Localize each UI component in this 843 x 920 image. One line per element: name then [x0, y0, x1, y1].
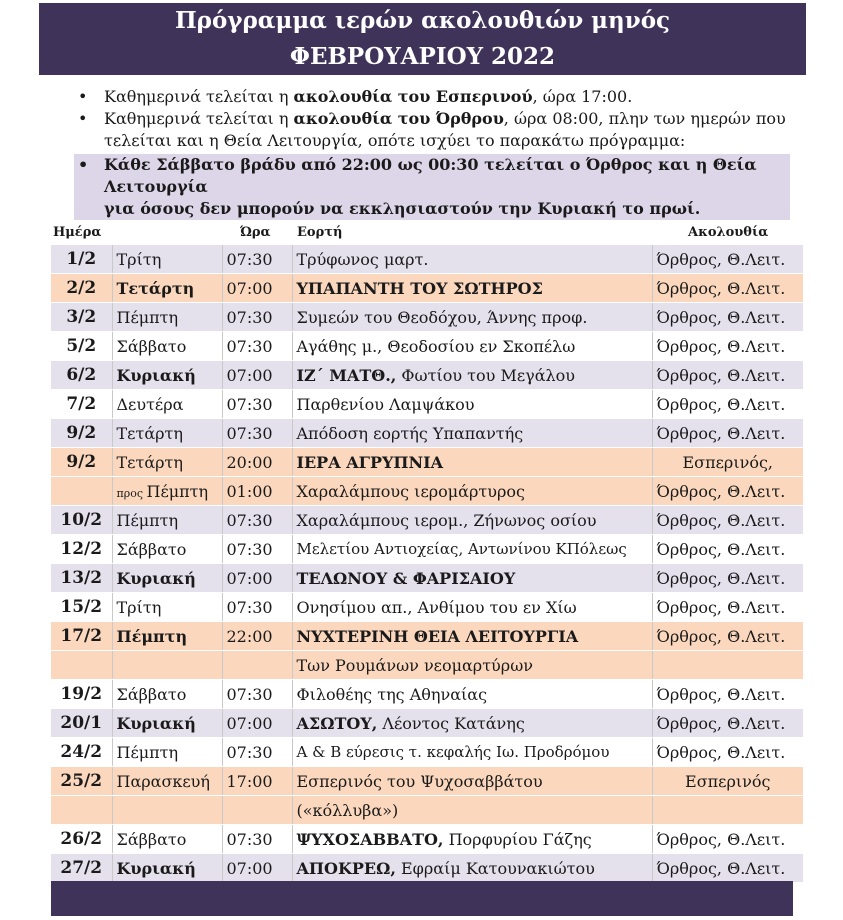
- row-service: Όρθρος, Θ.Λειτ.: [652, 854, 803, 883]
- notes-list: [78, 86, 798, 220]
- row-date: 27/2: [51, 854, 112, 883]
- row-feast: [292, 709, 652, 738]
- note-text: , ώρα 17:00.: [532, 87, 633, 106]
- row-time: 07:30: [222, 593, 292, 622]
- row-weekday: Πέμπτη: [112, 738, 222, 767]
- feast-text: Χαραλάμπους ιερομάρτυρος: [296, 481, 525, 501]
- feast-text: Των Ρουμάνων νεομαρτύρων: [296, 655, 533, 675]
- feast-text: Ονησίμου απ., Ανθίμου του εν Χίω: [296, 597, 577, 617]
- table-row: [51, 825, 803, 854]
- row-feast: [292, 245, 652, 274]
- row-date: [51, 796, 112, 825]
- row-weekday: Πέμπτη: [112, 303, 222, 332]
- row-service: Όρθρος, Θ.Λειτ.: [652, 506, 803, 535]
- row-date: 12/2: [51, 535, 112, 564]
- row-feast: [292, 274, 652, 303]
- row-feast: [292, 738, 652, 767]
- row-weekday: [112, 651, 222, 680]
- note-text: Κάθε Σάββατο βράδυ από 22:00 ως 00:30 τελείται ο Όρθρος και η Θεία Λειτουργία: [104, 155, 757, 196]
- feast-bold: ΑΠΟΚΡΕΩ,: [296, 858, 396, 878]
- row-feast: [292, 564, 652, 593]
- table-row: [51, 622, 803, 651]
- note-vespers: [78, 86, 798, 108]
- row-weekday: Σάββατο: [112, 825, 222, 854]
- row-feast: [292, 390, 652, 419]
- table-row: [51, 738, 803, 767]
- table-row: [51, 390, 803, 419]
- table-row: [51, 477, 803, 506]
- row-service: Όρθρος, Θ.Λειτ.: [652, 593, 803, 622]
- row-time: 07:30: [222, 332, 292, 361]
- row-service: Όρθρος, Θ.Λειτ.: [652, 622, 803, 651]
- table-row: [51, 593, 803, 622]
- row-feast: [292, 796, 652, 825]
- table-row: [51, 245, 803, 274]
- row-weekday: Πέμπτη: [112, 506, 222, 535]
- feast-text: («κόλλυβα»): [296, 800, 399, 820]
- row-weekday: Σάββατο: [112, 332, 222, 361]
- feast-text: Φωτίου του Μεγάλου: [396, 365, 575, 385]
- row-feast: [292, 767, 652, 796]
- table-row: [51, 274, 803, 303]
- note-bold: ακολουθία του Εσπερινού: [293, 87, 533, 106]
- row-time: 07:30: [222, 303, 292, 332]
- row-service: Όρθρος, Θ.Λειτ.: [652, 535, 803, 564]
- row-weekday: Τετάρτη: [112, 419, 222, 448]
- row-feast: [292, 651, 652, 680]
- row-time: 20:00: [222, 448, 292, 477]
- row-time: 07:00: [222, 274, 292, 303]
- row-service: [652, 796, 803, 825]
- feast-text: Μελετίου Αντιοχείας, Αντωνίνου ΚΠόλεως: [296, 540, 627, 558]
- row-feast: [292, 535, 652, 564]
- row-time: 07:30: [222, 535, 292, 564]
- feast-text: Αγάθης μ., Θεοδοσίου εν Σκοπέλω: [296, 336, 576, 356]
- note-text: τελείται και η Θεία Λειτουργία, οπότε ισχύει το παρακάτω πρόγραμμα:: [104, 131, 686, 150]
- row-time: 07:30: [222, 506, 292, 535]
- feast-bold: ΤΕΛΩΝΟΥ & ΦΑΡΙΣΑΙΟΥ: [296, 568, 516, 588]
- feast-text: Τρύφωνος μαρτ.: [296, 249, 429, 269]
- row-date: 26/2: [51, 825, 112, 854]
- table-row: [51, 854, 803, 883]
- table-row: [51, 535, 803, 564]
- row-time: 07:30: [222, 419, 292, 448]
- row-feast: [292, 506, 652, 535]
- row-weekday: Τετάρτη: [112, 448, 222, 477]
- header-title: Πρόγραμμα ιερών ακολουθιών μηνός: [174, 7, 671, 34]
- row-feast: [292, 477, 652, 506]
- row-date: 13/2: [51, 564, 112, 593]
- row-time: 17:00: [222, 767, 292, 796]
- row-weekday: [112, 796, 222, 825]
- schedule-table: [51, 245, 803, 883]
- row-time: 22:00: [222, 622, 292, 651]
- row-date: 24/2: [51, 738, 112, 767]
- row-service: Όρθρος, Θ.Λειτ.: [652, 245, 803, 274]
- row-time: 07:30: [222, 738, 292, 767]
- row-date: 7/2: [51, 390, 112, 419]
- row-date: 15/2: [51, 593, 112, 622]
- row-service: Όρθρος, Θ.Λειτ.: [652, 477, 803, 506]
- row-weekday: Κυριακή: [112, 564, 222, 593]
- note-saturday-night: [74, 154, 790, 220]
- row-time: 07:00: [222, 854, 292, 883]
- row-date: [51, 477, 112, 506]
- row-feast: [292, 448, 652, 477]
- feast-bold: ΨΥΧΟΣΑΒΒΑΤΟ,: [296, 829, 444, 849]
- column-header-service: Ακολουθία: [688, 225, 769, 240]
- row-feast: [292, 593, 652, 622]
- row-weekday: Κυριακή: [112, 709, 222, 738]
- row-weekday: Τετάρτη: [112, 274, 222, 303]
- row-time: 07:00: [222, 564, 292, 593]
- row-weekday: Τρίτη: [112, 245, 222, 274]
- table-row: [51, 332, 803, 361]
- feast-text: Απόδοση εορτής Υπαπαντής: [296, 423, 524, 443]
- row-service: Όρθρος, Θ.Λειτ.: [652, 332, 803, 361]
- table-row: [51, 448, 803, 477]
- row-service: Εσπερινός: [652, 767, 803, 796]
- row-feast: [292, 419, 652, 448]
- row-feast: [292, 622, 652, 651]
- row-service: Όρθρος, Θ.Λειτ.: [652, 738, 803, 767]
- row-service: [652, 651, 803, 680]
- row-service: Όρθρος, Θ.Λειτ.: [652, 419, 803, 448]
- row-service: Όρθρος, Θ.Λειτ.: [652, 274, 803, 303]
- feast-text: Παρθενίου Λαμψάκου: [296, 394, 475, 414]
- row-weekday: Παρασκευή: [112, 767, 222, 796]
- row-weekday: [112, 477, 222, 506]
- row-service: Όρθρος, Θ.Λειτ.: [652, 564, 803, 593]
- row-service: Εσπερινός,: [652, 448, 803, 477]
- feast-text: Εφραίμ Κατουνακιώτου: [395, 858, 595, 878]
- feast-text: Φιλοθέης της Αθηναίας: [296, 684, 488, 704]
- row-date: 9/2: [51, 419, 112, 448]
- weekday-prefix: προς: [116, 486, 147, 500]
- row-time: 07:30: [222, 825, 292, 854]
- row-date: 20/1: [51, 709, 112, 738]
- feast-text: Χαραλάμπους ιερομ., Ζήνωνος οσίου: [296, 510, 597, 530]
- row-date: 17/2: [51, 622, 112, 651]
- table-row: [51, 506, 803, 535]
- row-weekday: Πέμπτη: [112, 622, 222, 651]
- row-weekday: Κυριακή: [112, 361, 222, 390]
- row-date: 25/2: [51, 767, 112, 796]
- column-header-feast: Εορτή: [297, 225, 343, 240]
- row-time: 01:00: [222, 477, 292, 506]
- row-feast: [292, 332, 652, 361]
- row-date: 6/2: [51, 361, 112, 390]
- table-row: [51, 680, 803, 709]
- feast-text: Πορφυρίου Γάζης: [443, 829, 592, 849]
- page-header: [39, 3, 806, 75]
- row-time: [222, 796, 292, 825]
- feast-bold: ΙΕΡΑ ΑΓΡΥΠΝΙΑ: [296, 452, 444, 472]
- row-date: [51, 651, 112, 680]
- row-time: [222, 651, 292, 680]
- row-time: 07:00: [222, 361, 292, 390]
- table-row: [51, 303, 803, 332]
- row-service: Όρθρος, Θ.Λειτ.: [652, 825, 803, 854]
- row-feast: [292, 303, 652, 332]
- table-row: [51, 709, 803, 738]
- feast-text: Α & Β εύρεσις τ. κεφαλής Ιω. Προδρόμου: [296, 743, 610, 761]
- table-row: [51, 564, 803, 593]
- table-row: [51, 419, 803, 448]
- column-header-day: Ημέρα: [53, 225, 102, 240]
- row-service: Όρθρος, Θ.Λειτ.: [652, 390, 803, 419]
- feast-text: Λέοντος Κατάνης: [377, 713, 525, 733]
- row-feast: [292, 825, 652, 854]
- row-service: Όρθρος, Θ.Λειτ.: [652, 709, 803, 738]
- row-time: 07:30: [222, 245, 292, 274]
- row-date: 19/2: [51, 680, 112, 709]
- row-weekday: Τρίτη: [112, 593, 222, 622]
- row-date: 5/2: [51, 332, 112, 361]
- feast-bold: ΥΠΑΠΑΝΤΗ ΤΟΥ ΣΩΤΗΡΟΣ: [296, 278, 543, 298]
- note-matins: [78, 108, 798, 152]
- table-row: [51, 361, 803, 390]
- note-text: Καθημερινά τελείται η: [104, 87, 294, 106]
- weekday-text: Πέμπτη: [146, 481, 209, 501]
- note-text: , ώρα 08:00, πλην των ημερών που: [503, 109, 786, 128]
- row-time: 07:30: [222, 680, 292, 709]
- table-row: [51, 796, 803, 825]
- row-service: Όρθρος, Θ.Λειτ.: [652, 303, 803, 332]
- row-weekday: Σάββατο: [112, 535, 222, 564]
- row-date: 10/2: [51, 506, 112, 535]
- feast-bold: ΝΥΧΤΕΡΙΝΗ ΘΕΙΑ ΛΕΙΤΟΥΡΓΙΑ: [296, 626, 579, 646]
- note-text: Καθημερινά τελείται η: [104, 109, 294, 128]
- feast-bold: ΑΣΩΤΟΥ,: [296, 713, 378, 733]
- note-text: για όσους δεν μπορούν να εκκλησιαστούν την Κυριακή το πρωί.: [104, 199, 701, 218]
- row-weekday: Σάββατο: [112, 680, 222, 709]
- feast-text: Εσπερινός του Ψυχοσαββάτου: [296, 771, 543, 791]
- row-date: 9/2: [51, 448, 112, 477]
- row-date: 3/2: [51, 303, 112, 332]
- feast-text: Συμεών του Θεοδόχου, Άννης προφ.: [296, 307, 588, 327]
- row-date: 1/2: [51, 245, 112, 274]
- row-service: Όρθρος, Θ.Λειτ.: [652, 361, 803, 390]
- row-service: Όρθρος, Θ.Λειτ.: [652, 680, 803, 709]
- row-feast: [292, 361, 652, 390]
- row-feast: [292, 680, 652, 709]
- row-time: 07:30: [222, 390, 292, 419]
- header-month: ΦΕΒΡΟΥΑΡΙΟΥ 2022: [289, 43, 556, 70]
- column-header-time: Ώρα: [240, 225, 271, 240]
- feast-bold: ΙΖ΄ ΜΑΤΘ.,: [296, 365, 397, 385]
- row-time: 07:00: [222, 709, 292, 738]
- row-date: 2/2: [51, 274, 112, 303]
- table-row: [51, 767, 803, 796]
- note-bold: ακολουθία του Όρθρου: [293, 109, 504, 128]
- row-weekday: Δευτέρα: [112, 390, 222, 419]
- page-footer-bar: [51, 881, 793, 916]
- row-feast: [292, 854, 652, 883]
- row-weekday: Κυριακή: [112, 854, 222, 883]
- table-row: [51, 651, 803, 680]
